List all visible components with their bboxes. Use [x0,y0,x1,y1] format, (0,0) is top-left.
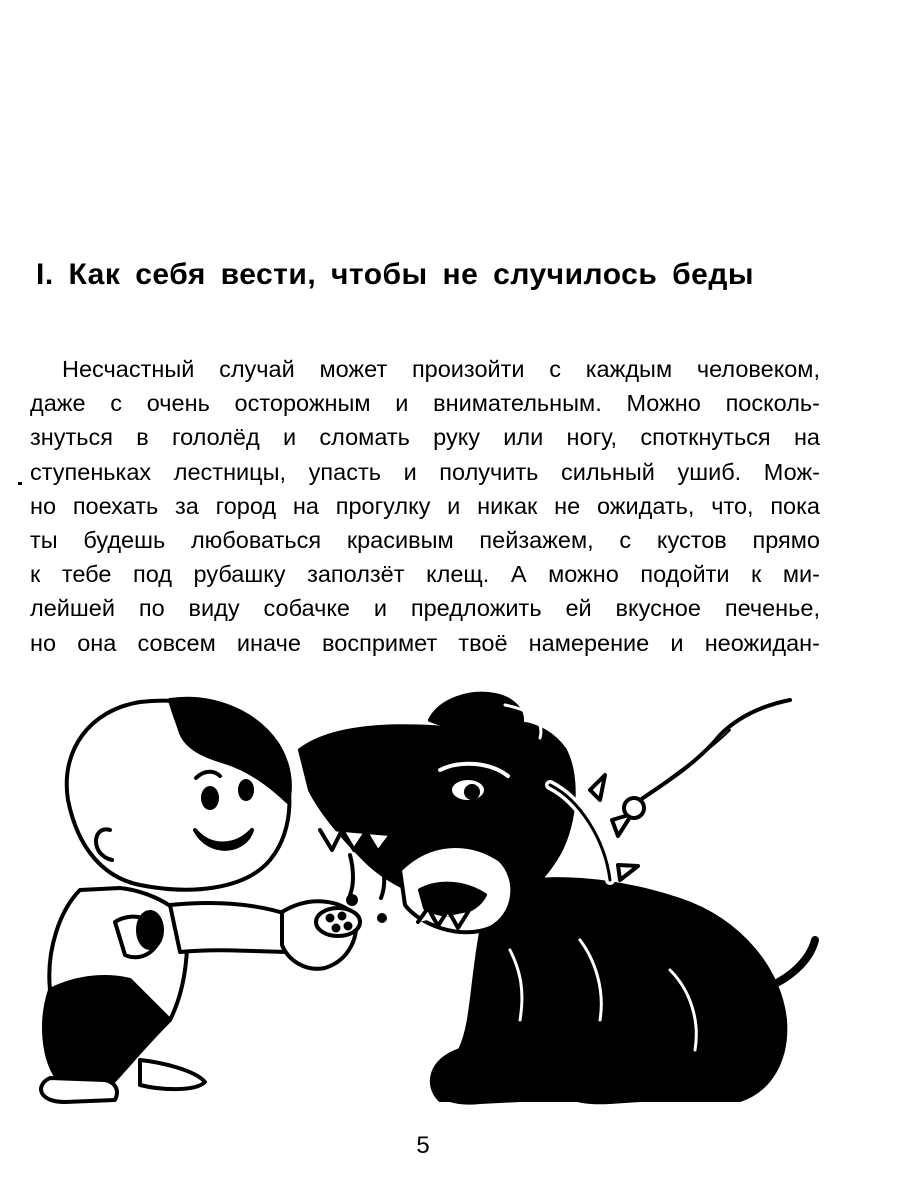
body-line: ты будешь любоваться красивым пейзажем, с кустов прямо [30,526,820,553]
boy-and-dog-illustration [20,690,820,1110]
body-line: но она совсем иначе воспримет твоё намерение и неожидан- [30,629,820,656]
body-line: но поехать за город на прогулку и никак не ожидать, что, пока [30,492,820,519]
body-line: даже с очень осторожным и внимательным. Можно посколь- [30,390,820,417]
body-paragraph [30,352,820,660]
print-speck [18,482,22,485]
dog-figure [300,694,815,1103]
body-line: ступеньках лестницы, упасть и получить сильный ушиб. Мож- [30,458,820,485]
body-line: Несчастный случай может произойти с каждым человеком, [62,356,820,382]
body-line: к тебе под рубашку заползёт клещ. А можно подойти к ми- [30,561,820,588]
body-line: знуться в гололёд и сломать руку или ногу, споткнуться на [30,424,820,451]
body-line: лейшей по виду собачке и предложить ей вкусное печенье, [30,595,820,622]
page-number: 5 [416,1132,430,1159]
chapter-title: I. Как себя вести, чтобы не случилось беды [36,258,754,291]
